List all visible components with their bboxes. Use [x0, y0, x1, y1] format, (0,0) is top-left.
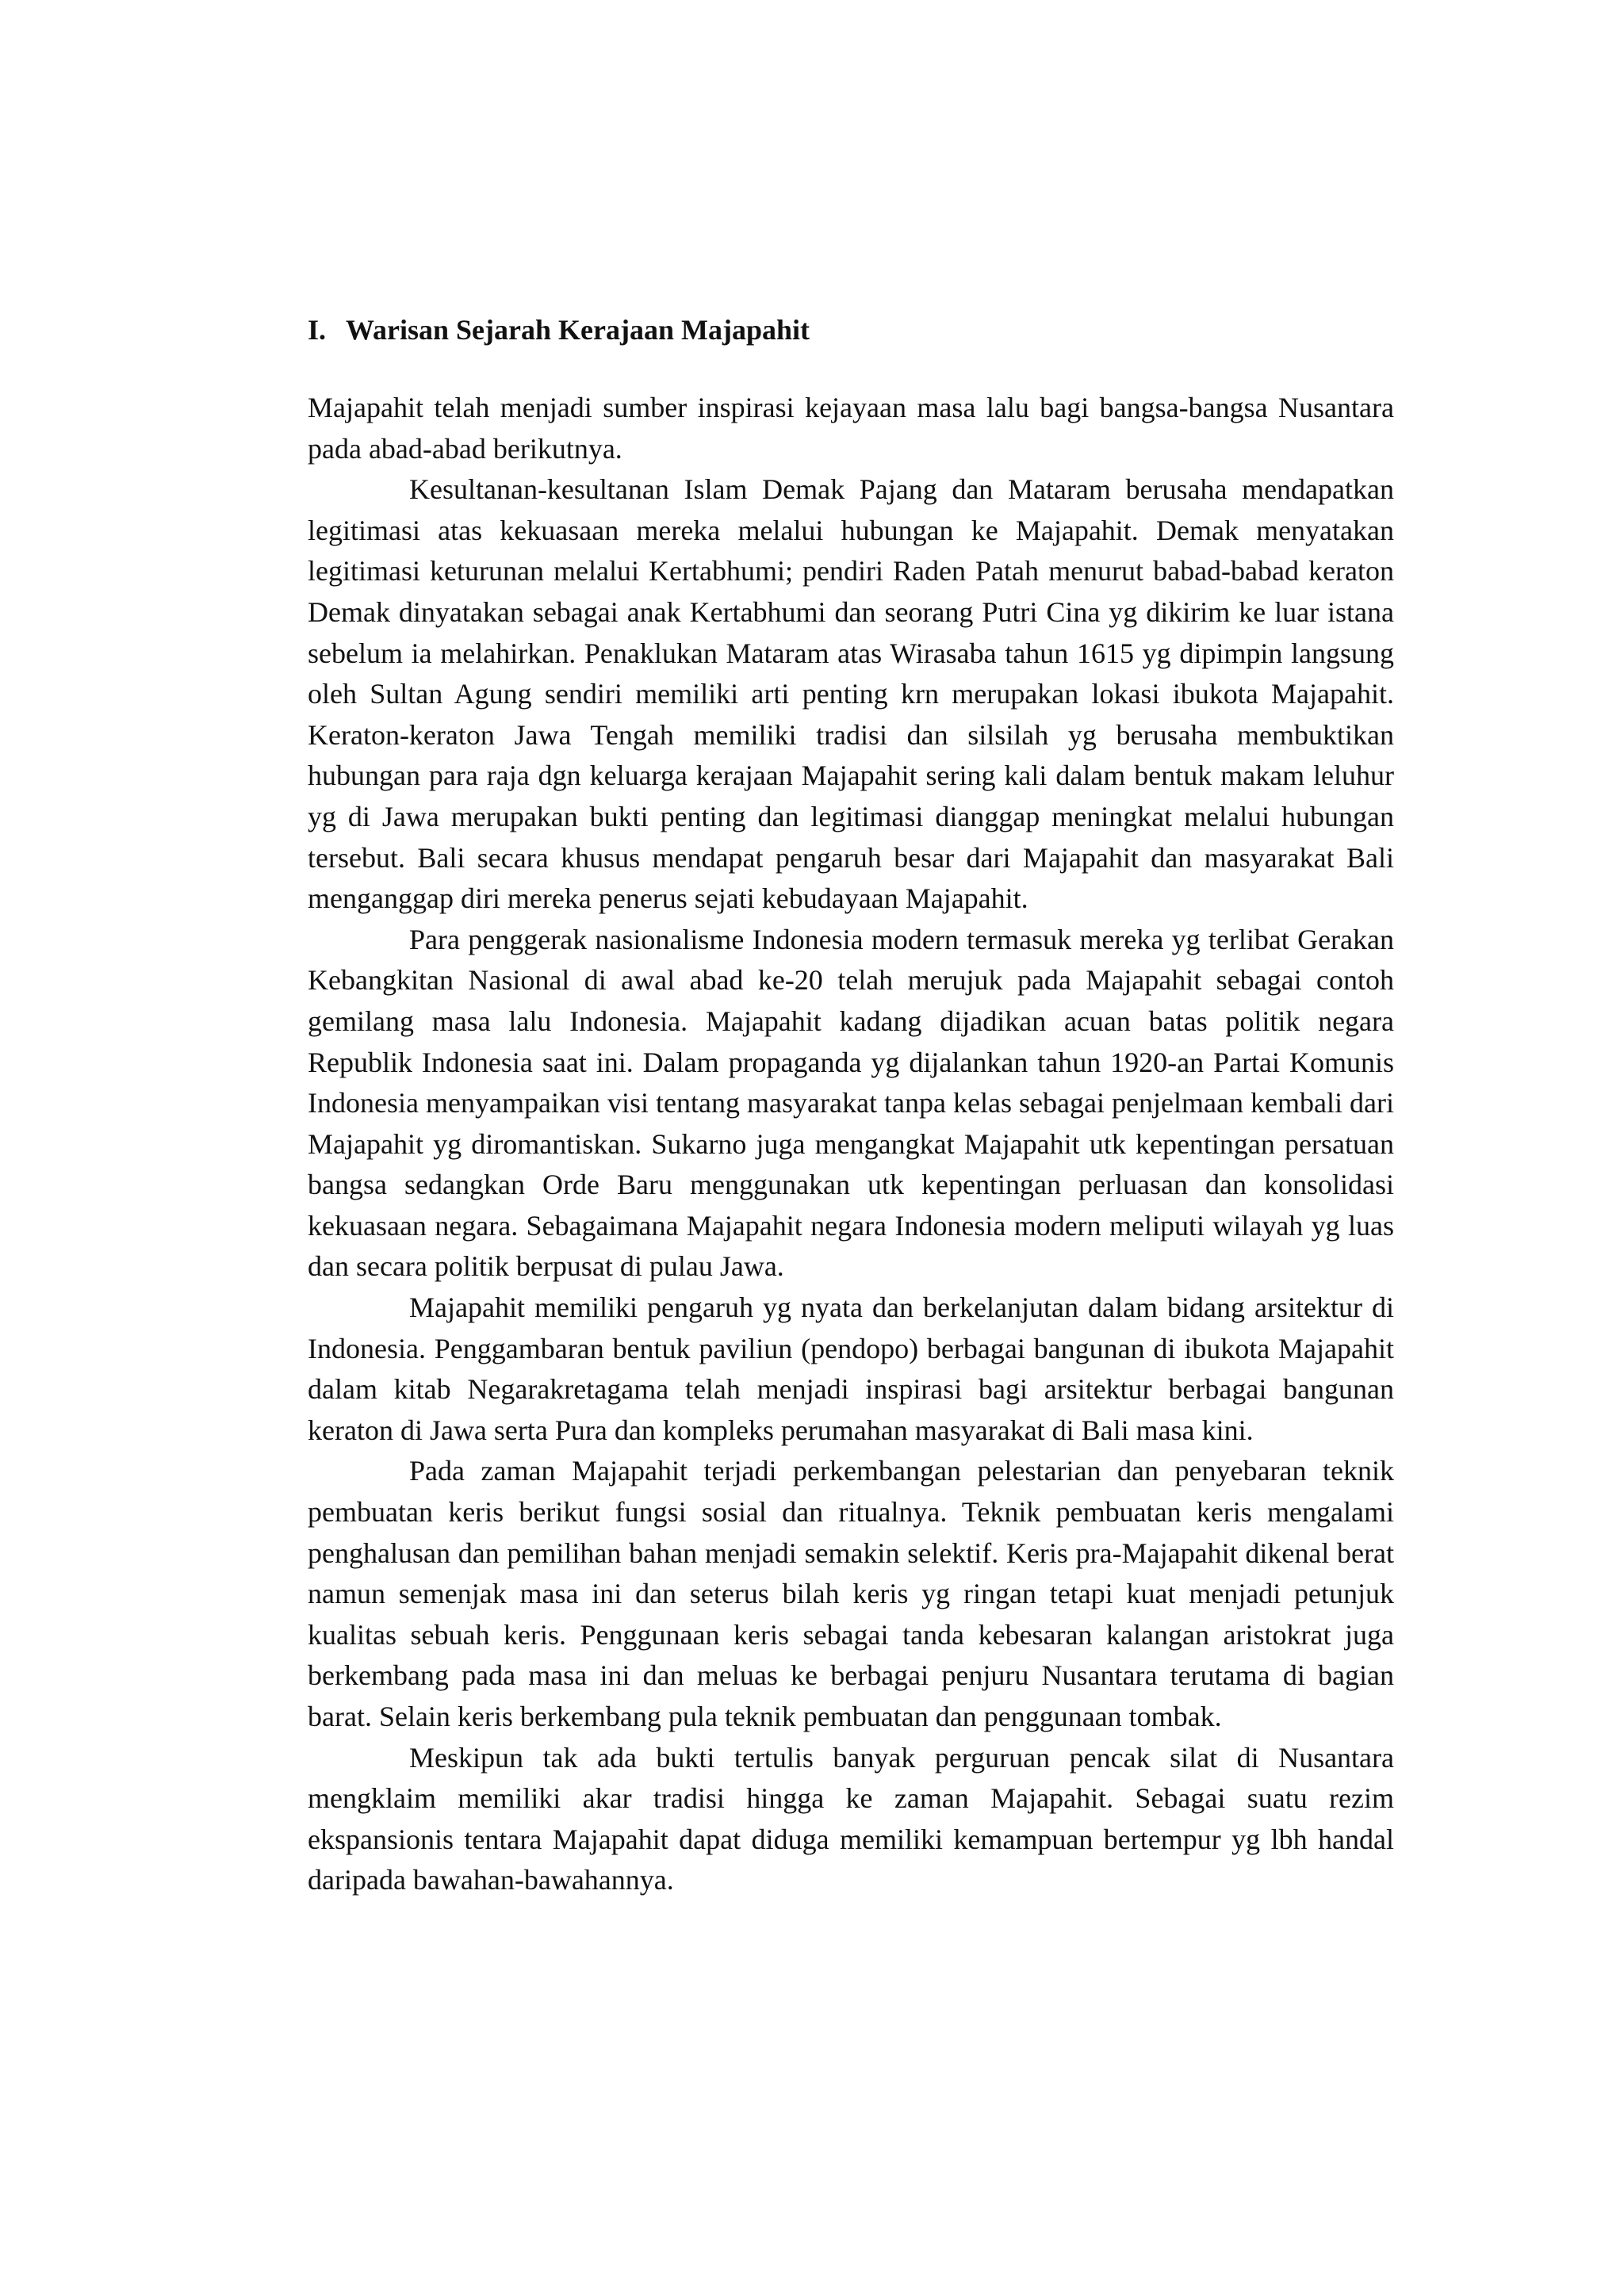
body-text	[308, 388, 1394, 1901]
paragraph: Para penggerak nasionalisme Indonesia modern termasuk mereka yg terlibat Gerakan Kebangkitan Nasional di awal abad ke-20 telah merujuk pada Majapahit sebagai contoh gemilang masa lalu Indonesia. Majapahit kadang dijadikan acuan batas politik negara Republik Indonesia saat ini. Dalam propaganda yg dijalankan tahun 1920-an Partai Komunis Indonesia menyampaikan visi tentang masyarakat tanpa kelas sebagai penjelmaan kembali dari Majapahit yg diromantiskan. Sukarno juga mengangkat Majapahit utk kepentingan persatuan bangsa sedangkan Orde Baru menggunakan utk kepentingan perluasan dan konsolidasi kekuasaan negara. Sebagaimana Majapahit negara Indonesia modern meliputi wilayah yg luas dan secara politik berpusat di pulau Jawa.	[308, 923, 1394, 1283]
paragraph: Kesultanan-kesultanan Islam Demak Pajang dan Mataram berusaha mendapatkan legitimasi atas kekuasaan mereka melalui hubungan ke Majapahit. Demak menyatakan legitimasi keturunan melalui Kertabhumi; pendiri Raden Patah menurut babad-babad keraton Demak dinyatakan sebagai anak Kertabhumi dan seorang Putri Cina yg dikirim ke luar istana sebelum ia melahirkan. Penaklukan Mataram atas Wirasaba tahun 1615 yg dipimpin langsung oleh Sultan Agung sendiri memiliki arti penting krn merupakan lokasi ibukota Majapahit. Keraton-keraton Jawa Tengah memiliki tradisi dan silsilah yg berusaha membuktikan hubungan para raja dgn keluarga kerajaan Majapahit sering kali dalam bentuk makam leluhur yg di Jawa merupakan bukti penting dan legitimasi dianggap meningkat melalui hubungan tersebut. Bali secara khusus mendapat pengaruh besar dari Majapahit dan masyarakat Bali menganggap diri mereka penerus sejati kebudayaan Majapahit.	[308, 473, 1394, 915]
section-title: Warisan Sejarah Kerajaan Majapahit	[346, 314, 810, 346]
paragraph: Pada zaman Majapahit terjadi perkembangan pelestarian dan penyebaran teknik pembuatan keris berikut fungsi sosial dan ritualnya. Teknik pembuatan keris mengalami penghalusan dan pemilihan bahan menjadi semakin selektif. Keris pra-Majapahit dikenal berat namun semenjak masa ini dan seterus bilah keris yg ringan tetapi kuat menjadi petunjuk kualitas sebuah keris. Penggunaan keris sebagai tanda kebesaran kalangan aristokrat juga berkembang pada masa ini dan meluas ke berbagai penjuru Nusantara terutama di bagian barat. Selain keris berkembang pula teknik pembuatan dan penggunaan tombak.	[308, 1455, 1394, 1732]
document-page	[308, 309, 1394, 1901]
section-number: I.	[308, 314, 327, 346]
paragraph: Meskipun tak ada bukti tertulis banyak perguruan pencak silat di Nusantara mengklaim memiliki akar tradisi hingga ke zaman Majapahit. Sebagai suatu rezim ekspansionis tentara Majapahit dapat diduga memiliki kemampuan bertempur yg lbh handal daripada bawahan-bawahannya.	[308, 1741, 1394, 1896]
section-heading	[308, 309, 1394, 350]
paragraph: Majapahit telah menjadi sumber inspirasi kejayaan masa lalu bagi bangsa-bangsa Nusantara pada abad-abad berikutnya.	[308, 392, 1394, 465]
paragraph: Majapahit memiliki pengaruh yg nyata dan berkelanjutan dalam bidang arsitektur di Indonesia. Penggambaran bentuk paviliun (pendopo) berbagai bangunan di ibukota Majapahit dalam kitab Negarakretagama telah menjadi inspirasi bagi arsitektur berbagai bangunan keraton di Jawa serta Pura dan kompleks perumahan masyarakat di Bali masa kini.	[308, 1292, 1394, 1446]
